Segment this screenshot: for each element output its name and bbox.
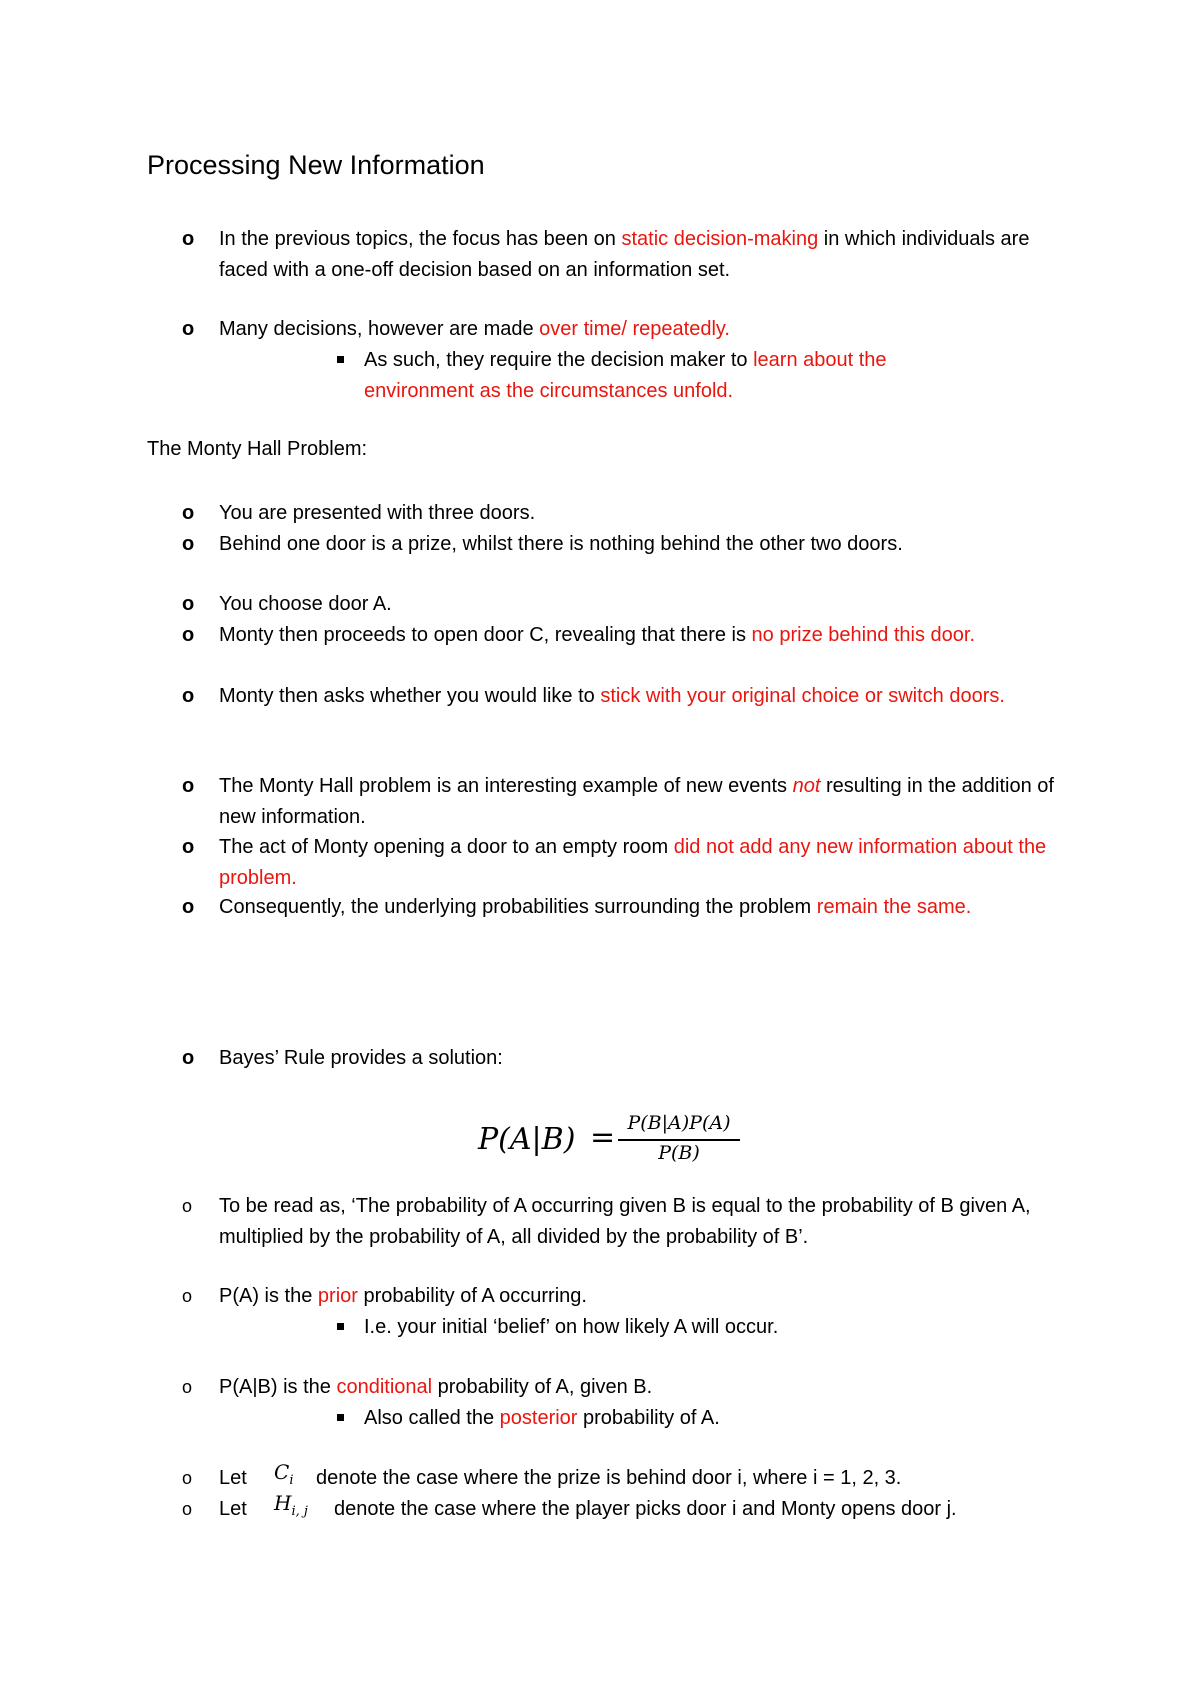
- square-bullet-icon: [337, 1414, 344, 1421]
- square-bullet-icon: [337, 356, 344, 363]
- bayes-item: P(A) is the prior probability of A occurring.: [219, 1285, 587, 1307]
- intro-item-1: In the previous topics, the focus has been on static decision-making in which individuals are faced with a one-off decision based on an information set.: [219, 228, 1030, 281]
- let-c-text: denote the case where the prize is behind door i, where i = 1, 2, 3.: [316, 1467, 902, 1489]
- monty-item: The Monty Hall problem is an interesting example of new events not resulting in the addition of new information.: [219, 775, 1054, 828]
- bullet-icon: o: [182, 533, 195, 555]
- let-h-text: denote the case where the player picks door i and Monty opens door j.: [334, 1498, 957, 1520]
- math-var-h: $H_{i, j}$: [274, 1491, 308, 1519]
- bullet-icon: o: [182, 836, 195, 858]
- formula-denominator: P(B): [658, 1142, 700, 1164]
- monty-item: Consequently, the underlying probabilities surrounding the problem remain the same.: [219, 896, 972, 918]
- let-c-item: Let: [219, 1467, 247, 1489]
- formula-equals: =: [590, 1120, 616, 1155]
- monty-item: Monty then asks whether you would like to stick with your original choice or switch doors.: [219, 685, 1005, 707]
- monty-item: Bayes’ Rule provides a solution:: [219, 1047, 503, 1069]
- bayes-item: To be read as, ‘The probability of A occurring given B is equal to the probability of B given A, multiplied by the probability of A, all divided by the probability of B’.: [219, 1195, 1031, 1248]
- square-bullet-icon: [337, 1323, 344, 1330]
- bullet-icon: o: [182, 318, 195, 340]
- bullet-icon: o: [182, 228, 195, 250]
- monty-item: Monty then proceeds to open door C, revealing that there is no prize behind this door.: [219, 624, 976, 646]
- let-h-item: Let: [219, 1498, 247, 1520]
- monty-item: Behind one door is a prize, whilst there is nothing behind the other two doors.: [219, 533, 903, 555]
- bullet-icon: o: [182, 1196, 193, 1216]
- monty-item: You are presented with three doors.: [219, 502, 536, 524]
- monty-item: The act of Monty opening a door to an empty room did not add any new information about the problem.: [219, 836, 1047, 889]
- math-var-c: $C_i$: [274, 1460, 294, 1488]
- formula-numerator: P(B|A)P(A): [627, 1112, 731, 1134]
- bullet-icon: o: [182, 502, 195, 524]
- intro-item-2: Many decisions, however are made over time/ repeatedly.: [219, 318, 730, 340]
- bullet-icon: o: [182, 1286, 193, 1306]
- formula-lhs: P(A|B): [478, 1122, 576, 1157]
- intro-subitem: As such, they require the decision maker to learn about the environment as the circumstances unfold.: [364, 349, 887, 402]
- bayes-item: P(A|B) is the conditional probability of A, given B.: [219, 1376, 653, 1398]
- monty-item: You choose door A.: [219, 593, 392, 615]
- fraction-bar: [618, 1139, 740, 1141]
- bullet-icon: o: [182, 896, 195, 918]
- page-title: Processing New Information: [147, 150, 485, 180]
- bullet-icon: o: [182, 775, 195, 797]
- bullet-icon: o: [182, 1499, 193, 1519]
- bullet-icon: o: [182, 1468, 193, 1488]
- section-heading: The Monty Hall Problem:: [147, 438, 368, 460]
- bullet-icon: o: [182, 1377, 193, 1397]
- bullet-icon: o: [182, 685, 195, 707]
- bullet-icon: o: [182, 593, 195, 615]
- bayes-formula: [478, 1112, 738, 1170]
- bayes-subitem: I.e. your initial ‘belief’ on how likely A will occur.: [364, 1316, 779, 1338]
- bayes-subitem: Also called the posterior probability of A.: [364, 1407, 720, 1429]
- bullet-icon: o: [182, 1047, 195, 1069]
- bullet-icon: o: [182, 624, 195, 646]
